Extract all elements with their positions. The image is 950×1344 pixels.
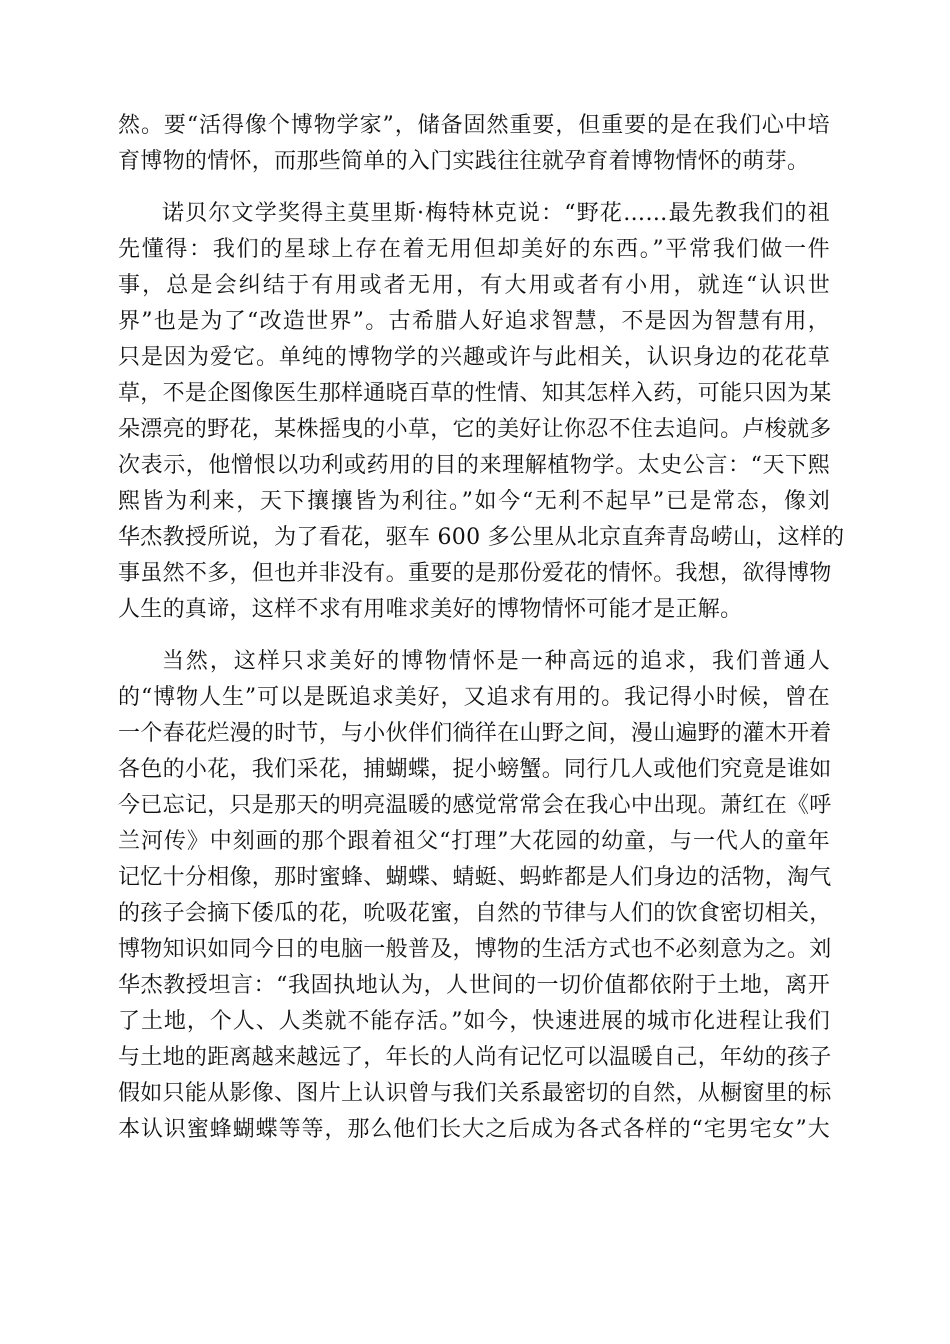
text-line: 今已忘记，只是那天的明亮温暖的感觉常常会在我心中出现。萧红在《呼 — [118, 793, 832, 818]
text-line: 本认识蜜蜂蝴蝶等等，那么他们长大之后成为各式各样的“宅男宅女”大 — [118, 1117, 830, 1142]
text-line: 当然，这样只求美好的博物情怀是一种高远的追求，我们普通人 — [162, 649, 830, 674]
text-line: 一个春花烂漫的时节，与小伙伴们徜徉在山野之间，漫山遍野的灌木开着 — [118, 721, 832, 746]
text-line: 记忆十分相像，那时蜜蜂、蝴蝶、蜻蜓、蚂蚱都是人们身边的活物，淘气 — [118, 865, 832, 890]
paragraph-1 — [118, 108, 830, 180]
text-line: 事虽然不多，但也并非没有。重要的是那份爱花的情怀。我想，欲得博物 — [118, 561, 832, 586]
text-line: 了土地，个人、人类就不能存活。”如今，快速进展的城市化进程让我们 — [118, 1009, 830, 1034]
text-line: 人生的真谛，这样不求有用唯求美好的博物情怀可能才是正解。 — [118, 597, 743, 622]
text-line: 与土地的距离越来越远了，年长的人尚有记忆可以温暖自己，年幼的孩子 — [118, 1045, 832, 1070]
text-line: 先懂得：我们的星球上存在着无用但却美好的东西。”平常我们做一件 — [118, 237, 830, 262]
text-line: 只是因为爱它。单纯的博物学的兴趣或许与此相关，认识身边的花花草 — [118, 345, 830, 370]
text-line: 然。要“活得像个博物学家”，储备固然重要，但重要的是在我们心中培 — [118, 113, 830, 138]
paragraph-3 — [118, 644, 830, 1148]
text-line: 各色的小花，我们采花，捕蝴蝶，捉小螃蟹。同行几人或他们究竟是谁如 — [118, 757, 832, 782]
text-line: 兰河传》中刻画的那个跟着祖父“打理”大花园的幼童，与一代人的童年 — [118, 829, 830, 854]
text-line: 熙皆为利来，天下攘攘皆为利往。”如今“无利不起早”已是常态，像刘 — [118, 489, 830, 514]
text-line: 诺贝尔文学奖得主莫里斯·梅特林克说：“野花……最先教我们的祖 — [162, 201, 830, 226]
text-line: 界”也是为了“改造世界”。古希腊人好追求智慧，不是因为智慧有用， — [118, 309, 830, 334]
text-line: 次表示，他憎恨以功利或药用的目的来理解植物学。太史公言：“天下熙 — [118, 453, 830, 478]
text-line: 假如只能从影像、图片上认识曾与我们关系最密切的自然，从橱窗里的标 — [118, 1081, 832, 1106]
text-line: 华杰教授所说，为了看花，驱车 600 多公里从北京直奔青岛崂山，这样的 — [118, 525, 845, 550]
text-line: 博物知识如同今日的电脑一般普及，博物的生活方式也不必刻意为之。刘 — [118, 937, 832, 962]
text-line: 华杰教授坦言：“我固执地认为，人世间的一切价值都依附于土地，离开 — [118, 973, 830, 998]
text-line: 草，不是企图像医生那样通晓百草的性情、知其怎样入药，可能只因为某 — [118, 381, 832, 406]
text-line: 育博物的情怀，而那些简单的入门实践往往就孕育着博物情怀的萌芽。 — [118, 149, 810, 174]
paragraph-2 — [118, 196, 845, 628]
article-body — [118, 108, 845, 1148]
text-line: 朵漂亮的野花，某株摇曳的小草，它的美好让你忍不住去追问。卢梭就多 — [118, 417, 832, 442]
text-line: 的孩子会摘下倭瓜的花，吮吸花蜜，自然的节律与人们的饮食密切相关， — [118, 901, 832, 926]
text-line: 的“博物人生”可以是既追求美好，又追求有用的。我记得小时候，曾在 — [118, 685, 830, 710]
text-line: 事，总是会纠结于有用或者无用，有大用或者有小用，就连“认识世 — [118, 273, 830, 298]
